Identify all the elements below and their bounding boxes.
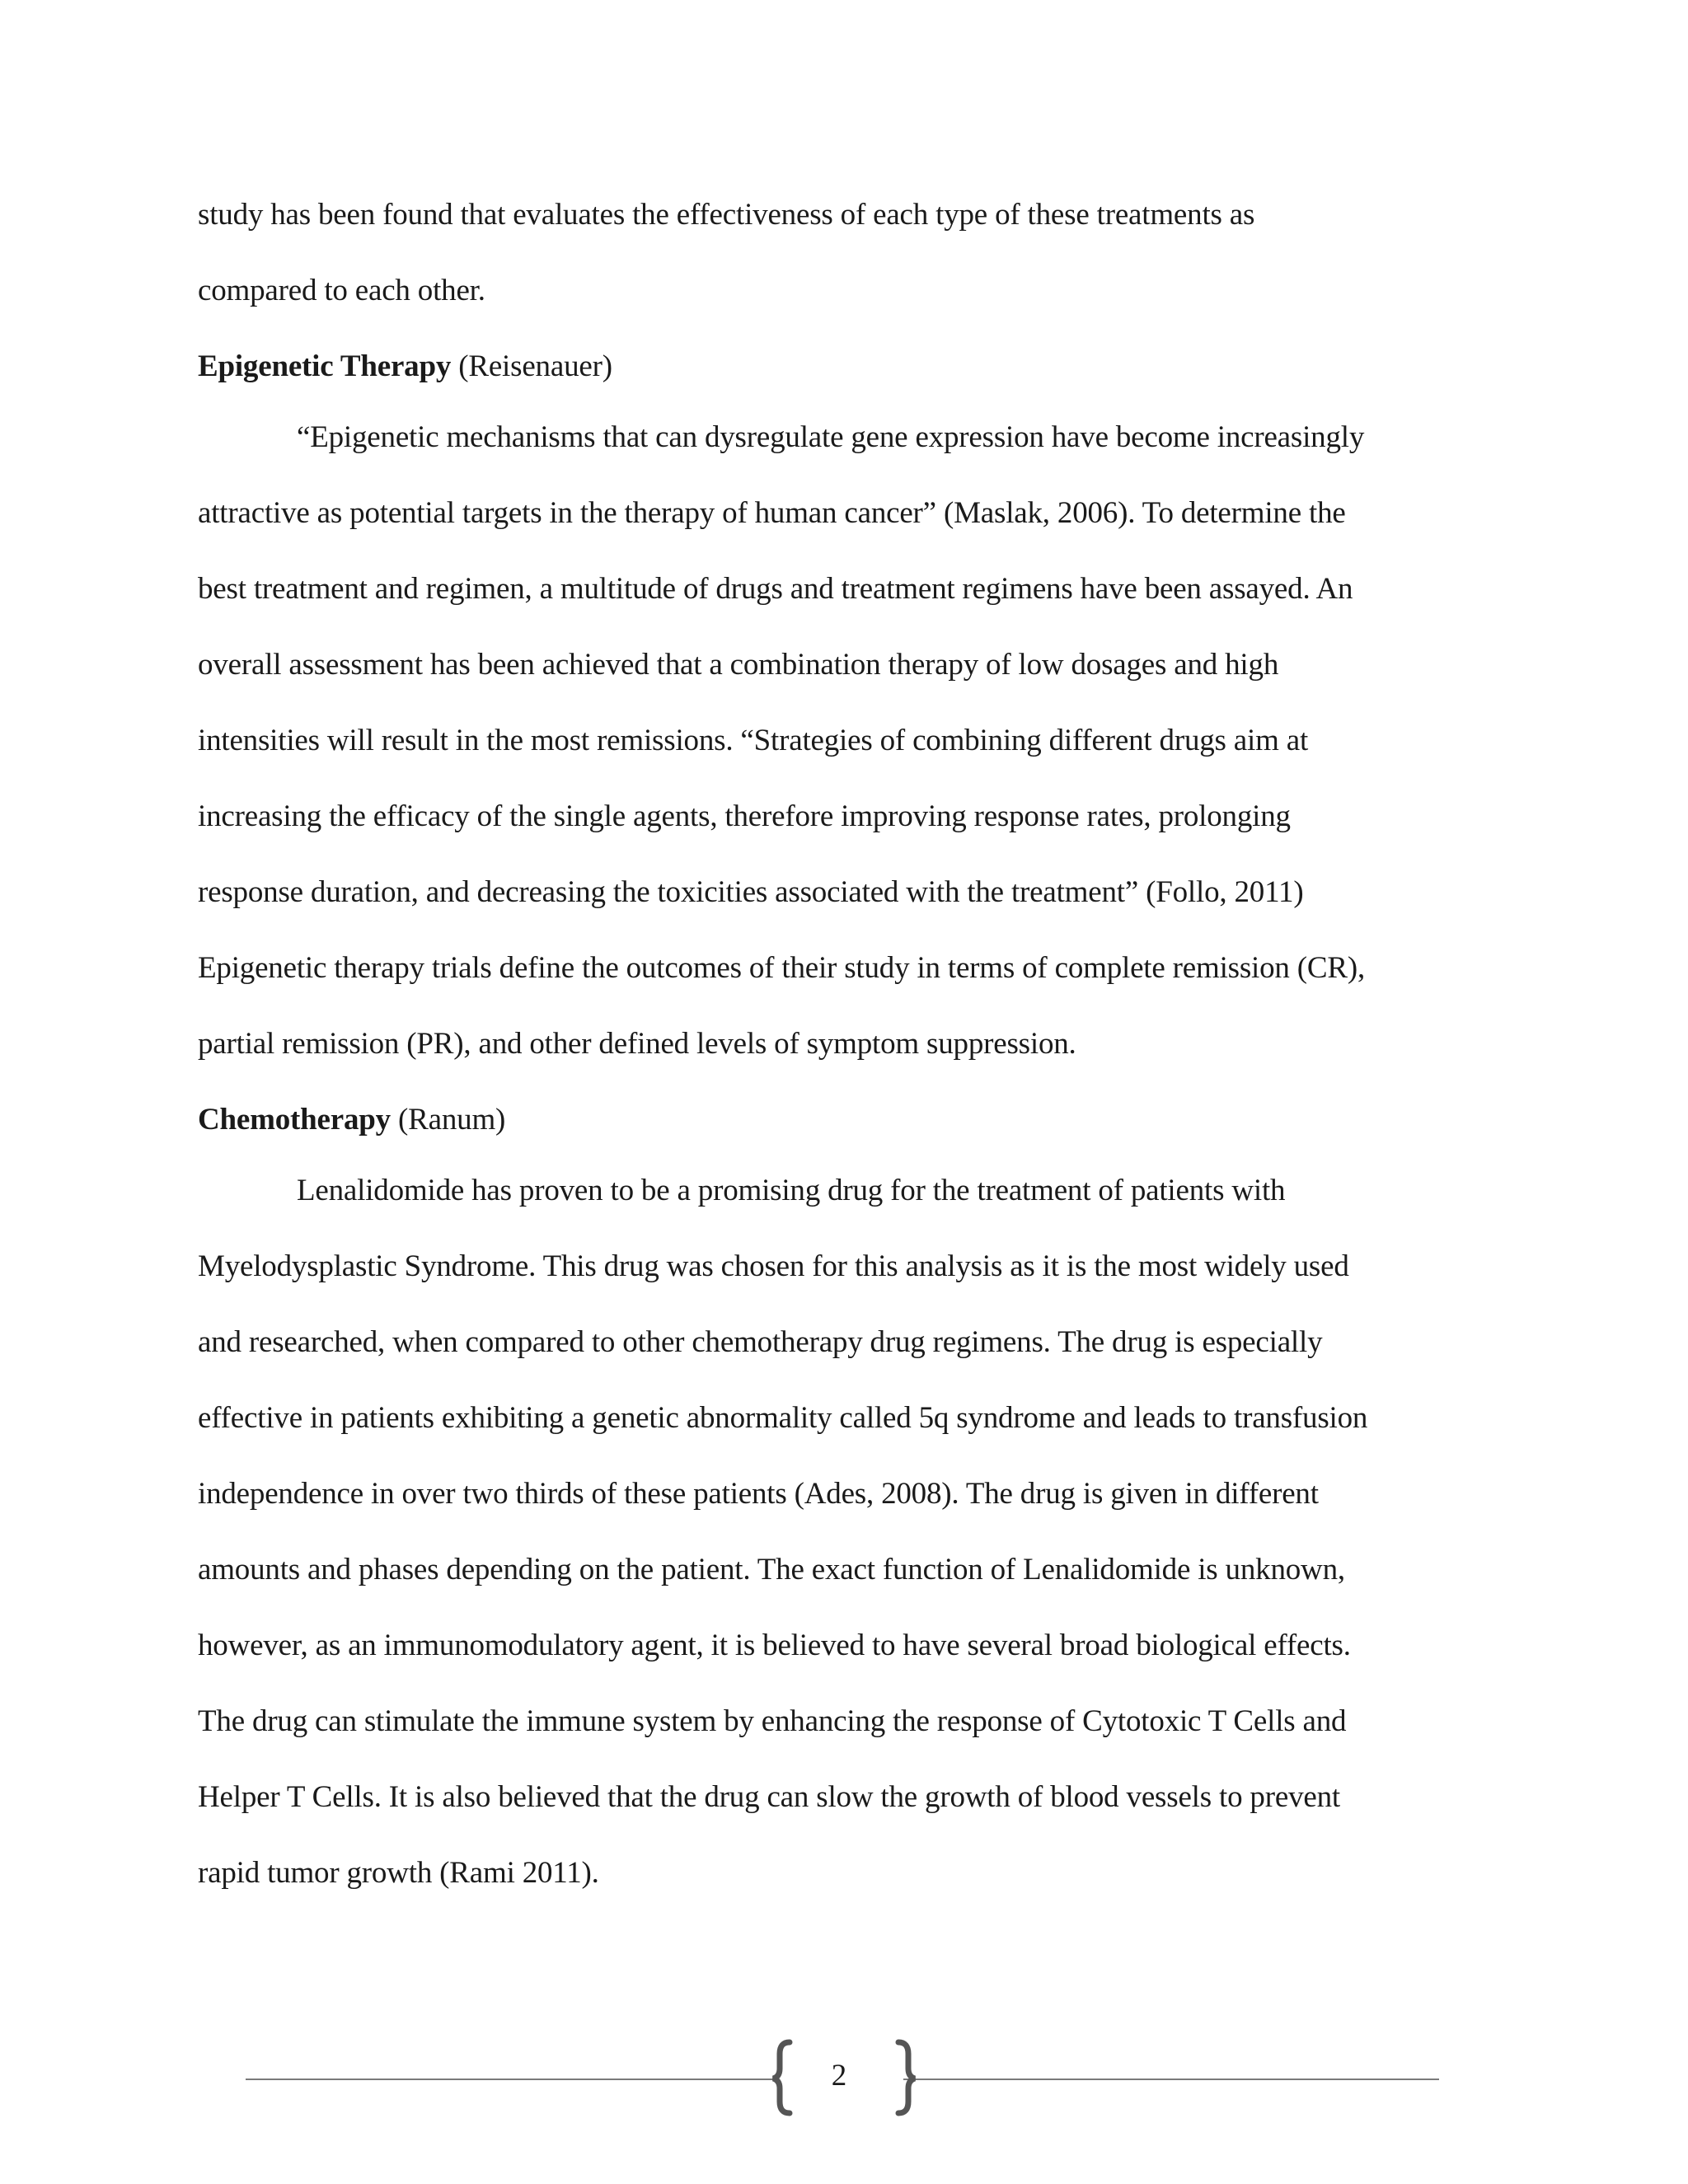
paragraph-line: effective in patients exhibiting a genetic abnormality called 5q syndrome and leads to transfusion (198, 1401, 1368, 1435)
page-number: 2 (831, 2059, 847, 2093)
paragraph-line: Helper T Cells. It is also believed that the drug can slow the growth of blood vessels to prevent (198, 1780, 1340, 1814)
paragraph-line: attractive as potential targets in the therapy of human cancer” (Maslak, 2006). To determine the (198, 496, 1346, 530)
section-heading-epigenetic (198, 348, 612, 386)
paragraph-line: partial remission (PR), and other defined levels of symptom suppression. (198, 1027, 1076, 1061)
paragraph-line: Lenalidomide has proven to be a promising drug for the treatment of patients with (297, 1174, 1286, 1207)
paragraph-line: Epigenetic therapy trials define the outcomes of their study in terms of complete remission (CR), (198, 951, 1366, 985)
heading-title: Chemotherapy (198, 1103, 391, 1137)
paragraph-line: amounts and phases depending on the patient. The exact function of Lenalidomide is unknown, (198, 1553, 1345, 1586)
paragraph-line: overall assessment has been achieved that a combination therapy of low dosages and high (198, 648, 1279, 682)
paragraph-line: study has been found that evaluates the effectiveness of each type of these treatments as (198, 198, 1255, 232)
heading-author: (Ranum) (398, 1103, 506, 1137)
footer-divider-left (246, 2079, 773, 2080)
right-brace-icon (877, 2036, 943, 2118)
paragraph-line: Myelodysplastic Syndrome. This drug was chosen for this analysis as it is the most widely used (198, 1249, 1349, 1283)
paragraph-line: increasing the efficacy of the single agents, therefore improving response rates, prolonging (198, 799, 1291, 833)
paragraph-line: The drug can stimulate the immune system by enhancing the response of Cytotoxic T Cells and (198, 1704, 1347, 1738)
paragraph-line: and researched, when compared to other chemotherapy drug regimens. The drug is especially (198, 1325, 1323, 1359)
paragraph-line: intensities will result in the most remissions. “Strategies of combining different drugs aim at (198, 724, 1309, 757)
section-heading-chemotherapy (198, 1101, 505, 1139)
paragraph-line: response duration, and decreasing the toxicities associated with the treatment” (Follo, 2011) (198, 875, 1304, 909)
paragraph-line: however, as an immunomodulatory agent, it is believed to have several broad biological effects. (198, 1629, 1351, 1662)
heading-title: Epigenetic Therapy (198, 349, 452, 383)
paragraph-line: best treatment and regimen, a multitude of drugs and treatment regimens have been assayed. An (198, 572, 1353, 606)
paragraph-line: independence in over two thirds of these patients (Ades, 2008). The drug is given in different (198, 1477, 1319, 1511)
footer-divider-right (903, 2079, 1439, 2080)
paragraph-line: “Epigenetic mechanisms that can dysregulate gene expression have become increasingly (297, 420, 1365, 454)
paragraph-line: rapid tumor growth (Rami 2011). (198, 1856, 599, 1890)
paragraph-line: compared to each other. (198, 274, 485, 307)
heading-author: (Reisenauer) (458, 349, 612, 383)
